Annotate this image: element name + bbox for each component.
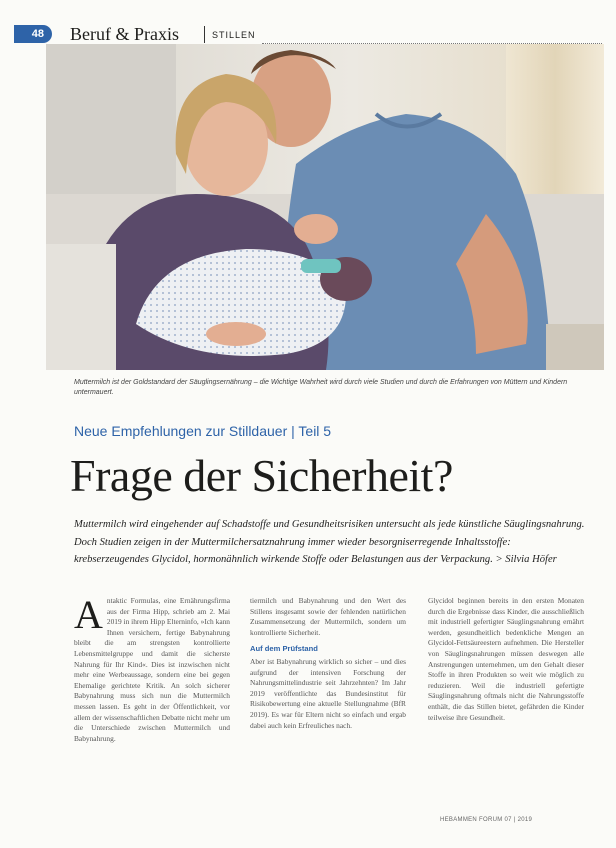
- subsection-title: STILLEN: [212, 30, 256, 40]
- drop-cap: A: [74, 592, 103, 637]
- body-column-1: [74, 592, 230, 744]
- body-column-2: [250, 596, 406, 731]
- photo-caption: Muttermilch ist der Goldstandard der Säuglingsernährung – die Wichtige Wahrheit wird durch viele Studien und durch die Erfahrungen von Müttern und Kindern untermauert.: [74, 379, 568, 396]
- body-subheading: Auf dem Prüfstand: [250, 644, 318, 654]
- article-lead: Muttermilch wird eingehender auf Schadstoffe und Gesundheitsrisiken untersucht als jede künstliche Säuglingsnahrung. Doch Studien zeigen in der Muttermilchersatznahrung immer wieder besorgniserregende Inhaltsstoffe: krebserzeugendes Glycidol, hormonähnlich wirkende Stoffe oder Belastungen aus der Verpackung. > Silvia Höfer: [74, 519, 585, 565]
- page-footer: HEBAMMEN FORUM 07 | 2019: [440, 817, 533, 823]
- article-kicker: Neue Empfehlungen zur Stilldauer | Teil 5: [74, 423, 332, 439]
- section-title: Beruf & Praxis: [70, 24, 179, 44]
- body-paragraph: ntaktic Formulas, eine Ernährungsfirma aus der Firma Hipp, schrieb am 2. Mai 2019 in ihrem Hipp Elterninfo, »Ich kann Ihnen versichern, fertige Babynahrung bleibt die am strengsten kontrollierte Lebensmittelgruppe und damit die sicherste Nahrung für Ihr Kind«. Dies ist inzwischen nicht mehr eine Werbeaussage, sondern eine bei gegen Ehemalige gerichtete Kritik. An solch sicherer Babynahrung muss sich nun die Muttermilch messen lassen. Es geht in der Öffentlichkeit, vor allem der wissenschaftlichen Debatte nicht mehr um die Unterschiede zwischen Muttermilch und Babynahrung.: [74, 596, 230, 743]
- body-column-3: [428, 596, 584, 723]
- body-paragraph: tiermilch und Babynahrung und den Wert des Stillens insgesamt sowie der fehlenden natürlichen Zusammensetzung der Muttermilch, sondern um kontrollierte Sicherheit.: [250, 596, 406, 637]
- page-number: 48: [14, 25, 52, 43]
- header-divider: [204, 26, 205, 43]
- hero-photo: [46, 44, 604, 370]
- body-paragraph: Glycidol beginnen bereits in den ersten Monaten durch die Ergebnisse dass Kinder, die ausschließlich mit industriell gefertigter Säuglingsnahrung ernährt werden, gesundheitlich bedenkliche Mengen an Glycidol-Fettsäureestern aufnehmen. Die Hersteller von Säuglingsnahrungen müssen deswegen alle Anstrengungen unternehmen, um den Gehalt dieser Stoffe in ihren Produkten so weit wie möglich zu reduzieren. Weil die industriell gefertigte Säuglingsnahrung oftmals nicht die Nahrungsstoffe enthält, die das Stillen bietet, gefährden die Kinder teilweise ihre Gesundheit.: [428, 596, 584, 722]
- article-title: Frage der Sicherheit?: [70, 450, 453, 501]
- body-paragraph: Aber ist Babynahrung wirklich so sicher – und dies aufgrund der intensiven Forschung der Nahrungsmittelindustrie seit Jahrzehnten? Im Jahr 2019 veröffentlichte das Bundesinstitut für Risikobewertung eine aktuelle Stellungnahme (BfR 2019). Es war für Eltern nicht so einfach und ergab dabei auch kein Erfreuliches nach.: [250, 656, 406, 730]
- article-body: [74, 592, 588, 816]
